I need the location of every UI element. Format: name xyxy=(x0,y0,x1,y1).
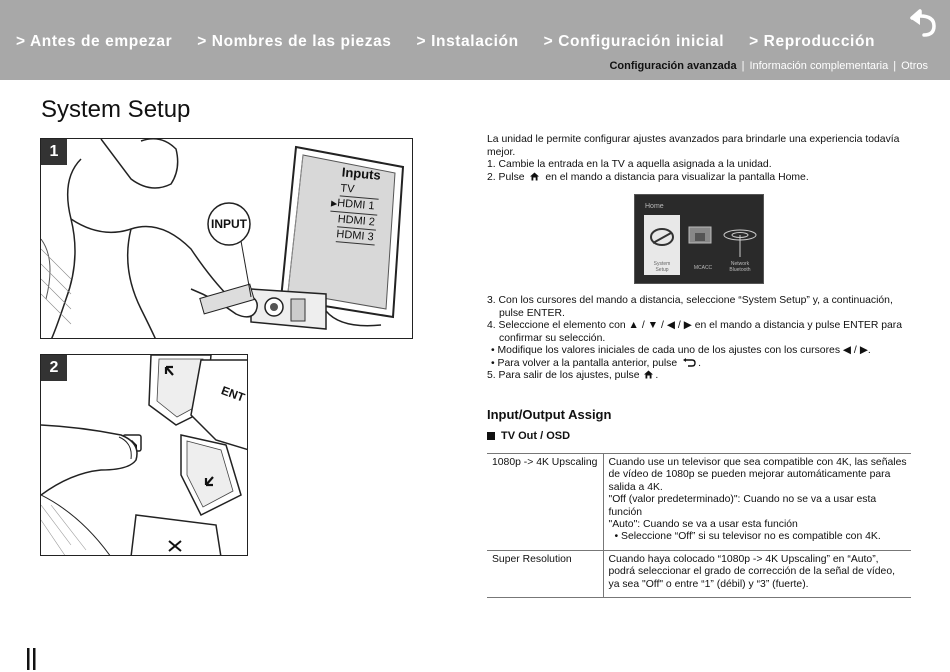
subnav-separator: | xyxy=(741,60,745,72)
figure-2-illustration xyxy=(40,354,248,556)
description-line: Cuando haya colocado “1080p -> 4K Upscaling” en “Auto”, podrá seleccionar el grado de corrección de la señal de vídeo, ya sea "Off" o entre “1” (débil) y “3” (fuerte). xyxy=(608,553,895,590)
subnav-informacion-complementaria[interactable]: Información complementaria xyxy=(749,60,889,72)
home-icon xyxy=(529,172,540,181)
home-screen-label: Home xyxy=(645,203,664,210)
cursor-right-icon: ▶ xyxy=(859,345,868,356)
step-3: 3. Con los cursores del mando a distancia, seleccione “System Setup” y, a continuación, xyxy=(487,295,893,306)
slash: / xyxy=(853,345,857,356)
page-title: System Setup xyxy=(41,96,191,123)
cursor-down-icon: ▼ xyxy=(647,320,659,331)
slash: / xyxy=(661,320,664,331)
enter-key-label: ENT xyxy=(219,383,247,405)
tile-caption-mcacc: MCACC xyxy=(693,265,713,271)
tv-menu-title: Inputs xyxy=(341,164,382,183)
square-bullet-icon xyxy=(487,432,495,440)
subnav-separator: | xyxy=(893,60,897,72)
description-bullet: • Seleccione “Off” si su televisor no es compatible con 4K. xyxy=(614,531,881,543)
setting-description xyxy=(603,550,911,597)
cursor-left-icon: ◀ xyxy=(842,345,851,356)
sub-navigation xyxy=(609,60,928,72)
table-row xyxy=(487,454,911,551)
bullet-1 xyxy=(487,345,911,358)
tv-menu-item-hdmi3: HDMI 3 xyxy=(336,227,376,245)
bullet-2-text: • Para volver a la pantalla anterior, pulse xyxy=(491,357,678,369)
section-heading: Input/Output Assign xyxy=(487,407,612,422)
step-3-cont: pulse ENTER. xyxy=(499,307,565,319)
intro-text: La unidad le permite configurar ajustes avanzados para brindarle una experiencia todavía mejor. xyxy=(487,134,900,158)
step-4 xyxy=(487,320,911,333)
period: . xyxy=(867,345,871,356)
table-row xyxy=(487,550,911,597)
input-button-callout: INPUT xyxy=(211,217,247,231)
setting-name: Super Resolution xyxy=(487,550,603,597)
figure-number: 1 xyxy=(41,139,67,165)
subnav-configuracion-avanzada[interactable]: Configuración avanzada xyxy=(609,60,737,72)
tv-menu-item-hdmi1-label: HDMI 1 xyxy=(336,197,375,213)
figure-number: 2 xyxy=(41,355,67,381)
description-line: Cuando use un televisor que sea compatible con 4K, las señales de vídeo de 1080p se pueden mejorar automáticamente para salida a 4K. xyxy=(608,457,907,493)
step-2-text-a: 2. Pulse xyxy=(487,171,525,183)
subsection-heading xyxy=(487,430,570,442)
nav-antes-de-empezar[interactable]: > Antes de empezar xyxy=(16,33,173,50)
setting-name: 1080p -> 4K Upscaling xyxy=(487,454,603,551)
top-navigation-bar xyxy=(0,0,950,80)
tile-caption-network: Network Bluetooth xyxy=(729,261,751,273)
step-4-text-b: en el mando a distancia y pulse ENTER para xyxy=(694,320,903,331)
description-line: "Off (valor predeterminado)": Cuando no se va a usar esta función xyxy=(608,494,877,518)
period: . xyxy=(698,357,701,369)
step-2-text-b: en el mando a distancia para visualizar la pantalla Home. xyxy=(545,171,809,183)
step-4-cont: confirmar su selección. xyxy=(499,332,606,344)
figure-1-illustration xyxy=(40,138,413,339)
home-icon xyxy=(643,370,654,379)
slash: / xyxy=(641,320,645,331)
step-1: 1. Cambie la entrada en la TV a aquella asignada a la unidad. xyxy=(487,159,772,170)
step-5-text: 5. Para salir de los ajustes, pulse xyxy=(487,370,640,381)
nav-nombres-de-las-piezas[interactable]: > Nombres de las piezas xyxy=(197,33,392,50)
home-screen-thumbnail xyxy=(634,194,764,284)
bullet-1-text: • Modifique los valores iniciales de cada uno de los ajustes con los cursores xyxy=(491,345,841,356)
setting-description xyxy=(603,454,911,551)
tv-inputs-menu xyxy=(330,164,382,245)
slash: / xyxy=(677,320,681,331)
step-2 xyxy=(487,172,911,185)
nav-instalacion[interactable]: > Instalación xyxy=(416,33,519,50)
cursor-right-icon: ▶ xyxy=(683,320,692,331)
remote-buttons-illustration xyxy=(41,355,248,556)
subsection-heading-text: TV Out / OSD xyxy=(501,430,571,442)
cursor-up-icon: ▲ xyxy=(628,320,639,331)
nav-configuracion-inicial[interactable]: > Configuración inicial xyxy=(543,33,725,50)
step-5 xyxy=(487,370,911,383)
period: . xyxy=(655,370,659,381)
tv-menu-item-hdmi2: HDMI 2 xyxy=(337,212,377,230)
tv-menu-marker: ▶ xyxy=(330,198,338,209)
description-line: "Auto": Cuando se va a usar esta función xyxy=(608,519,798,531)
tile-caption-system-setup: System Setup xyxy=(653,261,671,273)
back-icon xyxy=(682,358,696,367)
subnav-otros[interactable]: Otros xyxy=(901,60,928,72)
nav-reproduccion[interactable]: > Reproducción xyxy=(749,33,876,50)
step-4-text-a: 4. Seleccione el elemento con xyxy=(487,320,626,331)
settings-table xyxy=(487,453,911,598)
cursor-left-icon: ◀ xyxy=(666,320,675,331)
tv-menu-item-tv: TV xyxy=(340,181,380,199)
page-marker-icon xyxy=(26,648,38,670)
return-arrow-icon[interactable] xyxy=(906,8,938,38)
main-nav xyxy=(16,33,900,51)
bullet-2 xyxy=(487,358,911,371)
